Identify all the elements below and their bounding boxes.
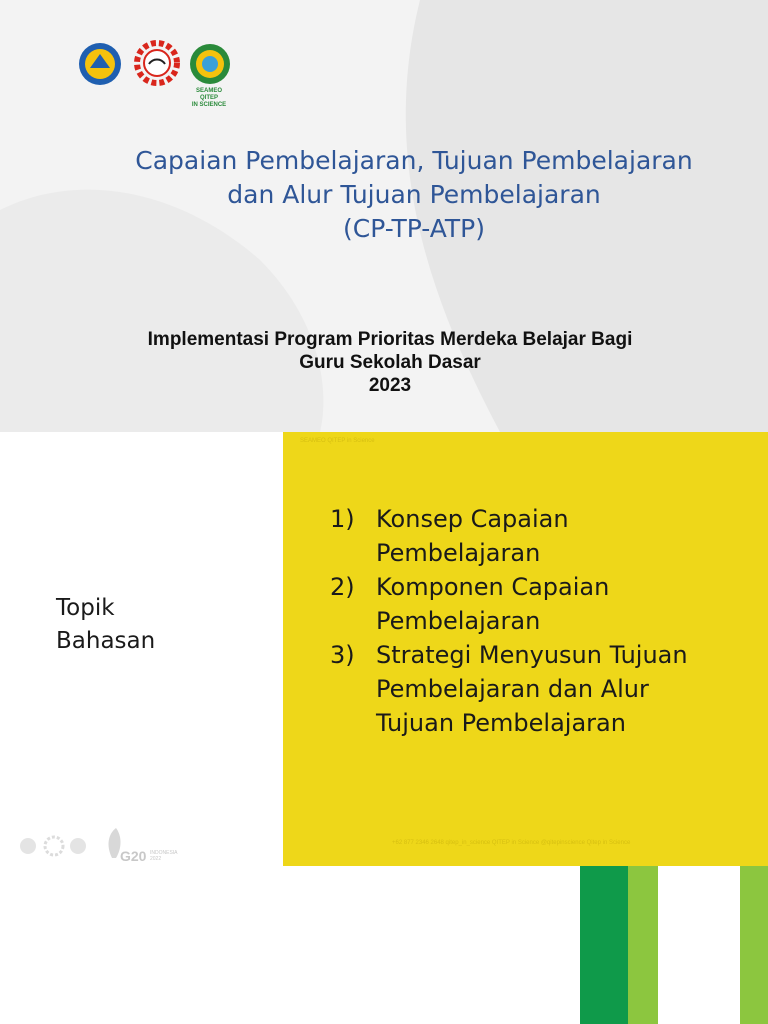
topic-heading [56, 592, 256, 658]
title-slide [0, 0, 768, 432]
lime-stripe [628, 866, 658, 1024]
subtitle-line: Implementasi Program Prioritas Merdeka Belajar Bagi [147, 329, 633, 350]
title-line: (CP-TP-ATP) [343, 214, 485, 243]
g20-sub-line: INDONESIA [150, 850, 178, 856]
topics-slide [0, 432, 768, 1024]
topic-text-line: Pembelajaran dan Alur [376, 675, 649, 703]
topic-number: 3) [330, 641, 355, 669]
topic-text-line: Komponen Capaian [376, 573, 610, 601]
topic-list [330, 502, 760, 740]
title-line: Capaian Pembelajaran, Tujuan Pembelajaran [135, 146, 693, 175]
topic-heading-line: Topik [56, 595, 115, 621]
g20-logo-subtext [150, 850, 178, 862]
title-line: dan Alur Tujuan Pembelajaran [227, 180, 601, 209]
slide-title [60, 144, 768, 246]
kemendikbud-logo [78, 42, 122, 86]
topic-item [330, 570, 760, 638]
topic-text-line: Tujuan Pembelajaran [376, 709, 626, 737]
topic-text-line: Pembelajaran [376, 607, 541, 635]
topic-heading-line: Bahasan [56, 628, 156, 654]
topic-item [330, 638, 760, 740]
slide-subtitle [30, 328, 750, 397]
qitep-caption-line: SEAMEO [195, 88, 222, 94]
subtitle-line: 2023 [368, 375, 412, 396]
qitep-caption [186, 88, 232, 109]
social-media-footer: +62 877 2346 2648 qitep_in_science QITEP in Science @qitepinscience Qitep in Science [392, 840, 631, 846]
lime-stripe-right [740, 866, 768, 1024]
topic-number: 2) [330, 573, 355, 601]
seameo-gear-logo [134, 40, 180, 86]
qitep-caption-line: IN SCIENCE [191, 102, 227, 108]
subtitle-line: Guru Sekolah Dasar [299, 352, 481, 373]
topic-text-line: Konsep Capaian [376, 505, 569, 533]
qitep-caption-line: QITEP [199, 95, 218, 101]
g20-logo-text: G20 [120, 848, 147, 864]
topic-item [330, 502, 760, 570]
topic-text-line: Pembelajaran [376, 539, 541, 567]
topic-number: 1) [330, 505, 355, 533]
g20-sub-line: 2022 [150, 856, 162, 862]
panel-header-text: SEAMEO QITEP in Science [300, 438, 375, 444]
green-stripe [580, 866, 628, 1024]
qitep-science-logo [188, 42, 232, 86]
topic-text-line: Strategi Menyusun Tujuan [376, 641, 688, 669]
